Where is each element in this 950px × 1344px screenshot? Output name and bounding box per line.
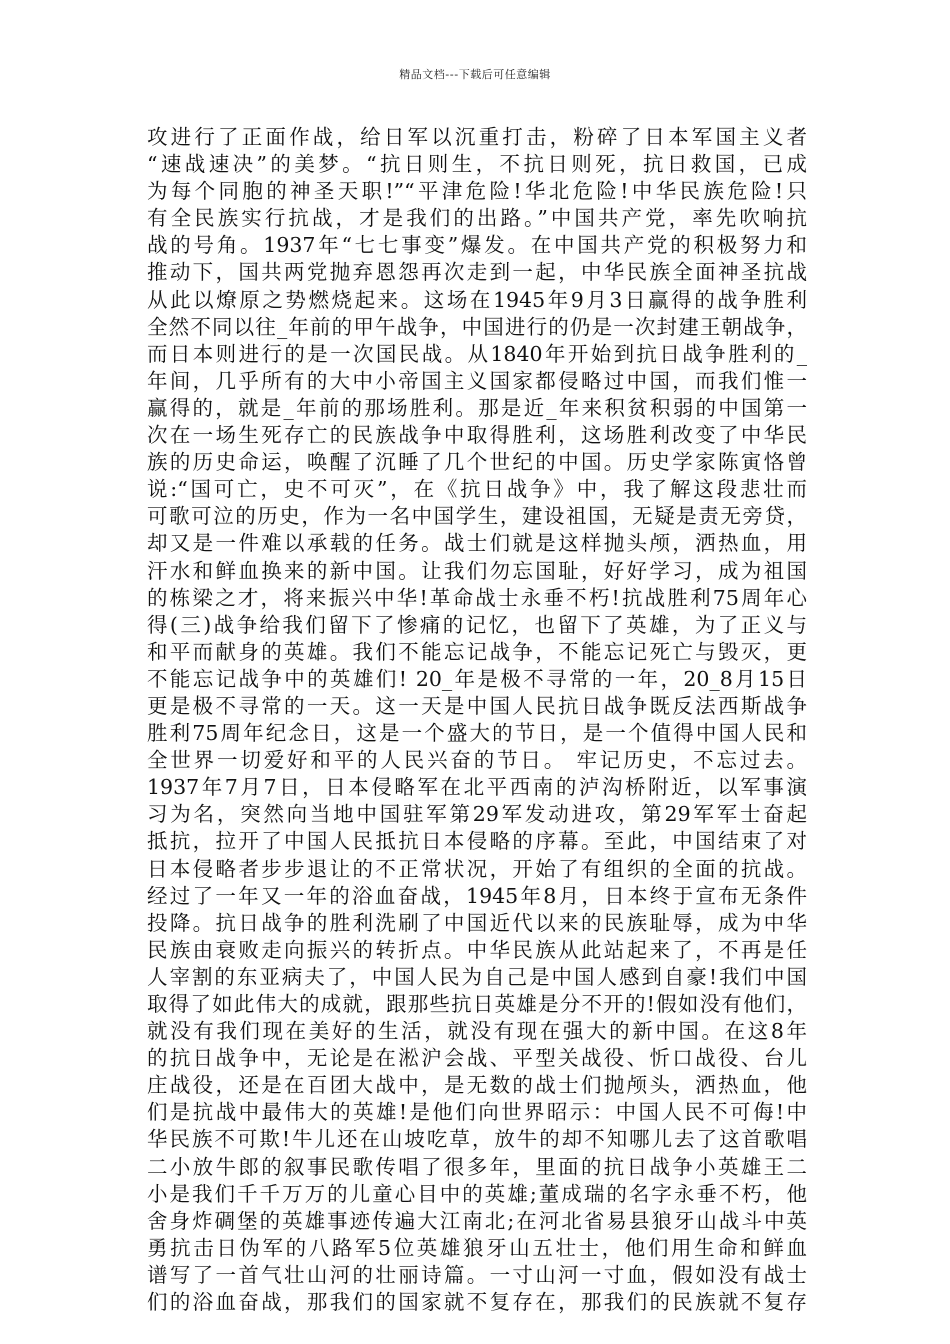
body-text-line: 为每个同胞的神圣天职!”“平津危险!华北危险!中华民族危险!只 <box>147 179 807 204</box>
body-text-line: 次在一场生死存亡的民族战争中取得胜利，这场胜利改变了中华民 <box>147 423 807 448</box>
body-text-line: 胜利75周年纪念日，这是一个盛大的节日，是一个值得中国人民和 <box>147 721 807 746</box>
body-text-line: 战的号角。1937年“七七事变”爆发。在中国共产党的积极努力和 <box>147 233 807 258</box>
body-text-line: 经过了一年又一年的浴血奋战，1945年8月，日本终于宣布无条件 <box>147 883 807 908</box>
body-text-line: 的栋梁之才，将来振兴中华!革命战士永垂不朽!抗战胜利75周年心 <box>147 585 807 610</box>
body-text-line: 们是抗战中最伟大的英雄!是他们向世界昭示：中国人民不可侮!中 <box>147 1100 807 1125</box>
body-text-line: 从此以燎原之势燃烧起来。这场在1945年9月3日赢得的战争胜利 <box>147 287 807 312</box>
body-text-line: 却又是一件难以承载的任务。战士们就是这样抛头颅，洒热血，用 <box>147 531 807 556</box>
body-text-line: 说:“国可亡，史不可灭”，在《抗日战争》中，我了解这段悲壮而 <box>147 477 807 502</box>
body-text-line: 而日本则进行的是一次国民战。从1840年开始到抗日战争胜利的_ <box>147 341 807 366</box>
body-text-line: 二小放牛郎的叙事民歌传唱了很多年，里面的抗日战争小英雄王二 <box>147 1154 807 1179</box>
body-text-line: 不能忘记战争中的英雄们! 20_年是极不寻常的一年，20_8月15日 <box>147 666 807 691</box>
body-text-line: 华民族不可欺!牛儿还在山坡吃草，放牛的却不知哪儿去了这首歌唱 <box>147 1127 807 1152</box>
body-text-line: 舍身炸碉堡的英雄事迹传遍大江南北;在河北省易县狼牙山战斗中英 <box>147 1208 807 1233</box>
body-text-line: 得(三)战争给我们留下了惨痛的记忆，也留下了英雄，为了正义与 <box>147 612 807 637</box>
body-text-line: “速战速决”的美梦。“抗日则生，不抗日则死，抗日救国，已成 <box>147 152 807 177</box>
body-text-line: 习为名，突然向当地中国驻军第29军发动进攻，第29军军士奋起 <box>147 802 807 827</box>
body-text-line: 赢得的，就是_年前的那场胜利。那是近_年来积贫积弱的中国第一 <box>147 395 807 420</box>
body-text-line: 汗水和鲜血换来的新中国。让我们勿忘国耻，好好学习，成为祖国 <box>147 558 807 583</box>
body-text-line: 全世界一切爱好和平的人民兴奋的节日。 牢记历史，不忘过去。 <box>147 748 807 773</box>
body-text-line: 投降。抗日战争的胜利洗刷了中国近代以来的民族耻辱，成为中华 <box>147 910 807 935</box>
document-body <box>147 124 807 1316</box>
body-text-line: 年间，几乎所有的大中小帝国主义国家都侵略过中国，而我们惟一 <box>147 368 807 393</box>
body-text-line: 抵抗，拉开了中国人民抵抗日本侵略的序幕。至此，中国结束了对 <box>147 829 807 854</box>
body-text-line: 取得了如此伟大的成就，跟那些抗日英雄是分不开的!假如没有他们， <box>147 992 807 1016</box>
body-text-line: 日本侵略者步步退让的不正常状况，开始了有组织的全面的抗战。 <box>147 856 807 881</box>
body-text-line: 人宰割的东亚病夫了，中国人民为自己是中国人感到自豪!我们中国 <box>147 964 807 989</box>
body-text-line: 和平而献身的英雄。我们不能忘记战争，不能忘记死亡与毁灭，更 <box>147 639 807 664</box>
body-text-line: 勇抗击日伪军的八路军5位英雄狼牙山五壮士，他们用生命和鲜血 <box>147 1235 807 1260</box>
body-text-line: 更是极不寻常的一天。这一天是中国人民抗日战争既反法西斯战争 <box>147 693 807 718</box>
body-text-line: 就没有我们现在美好的生活，就没有现在强大的新中国。在这8年 <box>147 1019 807 1044</box>
body-text-line: 有全民族实行抗战，才是我们的出路。”中国共产党，率先吹响抗 <box>147 206 807 231</box>
body-text-line: 的抗日战争中，无论是在淞沪会战、平型关战役、忻口战役、台儿 <box>147 1046 807 1071</box>
body-text-line: 庄战役，还是在百团大战中，是无数的战士们抛颅头，洒热血，他 <box>147 1073 807 1098</box>
body-text-line: 攻进行了正面作战，给日军以沉重打击，粉碎了日本军国主义者 <box>147 125 807 149</box>
body-text-line: 小是我们千千万万的儿童心目中的英雄;董成瑞的名字永垂不朽，他 <box>147 1181 807 1206</box>
page-header: 精品文档---下载后可任意编辑 <box>399 68 551 81</box>
body-text-line: 可歌可泣的历史，作为一名中国学生，建设祖国，无疑是责无旁贷， <box>147 504 807 529</box>
body-text-line: 推动下，国共两党抛弃恩怨再次走到一起，中华民族全面神圣抗战 <box>147 260 807 285</box>
body-text-line: 们的浴血奋战，那我们的国家就不复存在，那我们的民族就不复存 <box>147 1290 807 1315</box>
body-text-line: 族的历史命运，唤醒了沉睡了几个世纪的中国。历史学家陈寅恪曾 <box>147 450 807 475</box>
body-text-line: 全然不同以往_年前的甲午战争，中国进行的仍是一次封建王朝战争， <box>147 314 807 339</box>
body-text-line: 民族由衰败走向振兴的转折点。中华民族从此站起来了，不再是任 <box>147 937 807 962</box>
body-text-line: 谱写了一首气壮山河的壮丽诗篇。一寸山河一寸血，假如没有战士 <box>147 1262 807 1287</box>
body-text-line: 1937年7月7日，日本侵略军在北平西南的泸沟桥附近，以军事演 <box>147 775 807 800</box>
